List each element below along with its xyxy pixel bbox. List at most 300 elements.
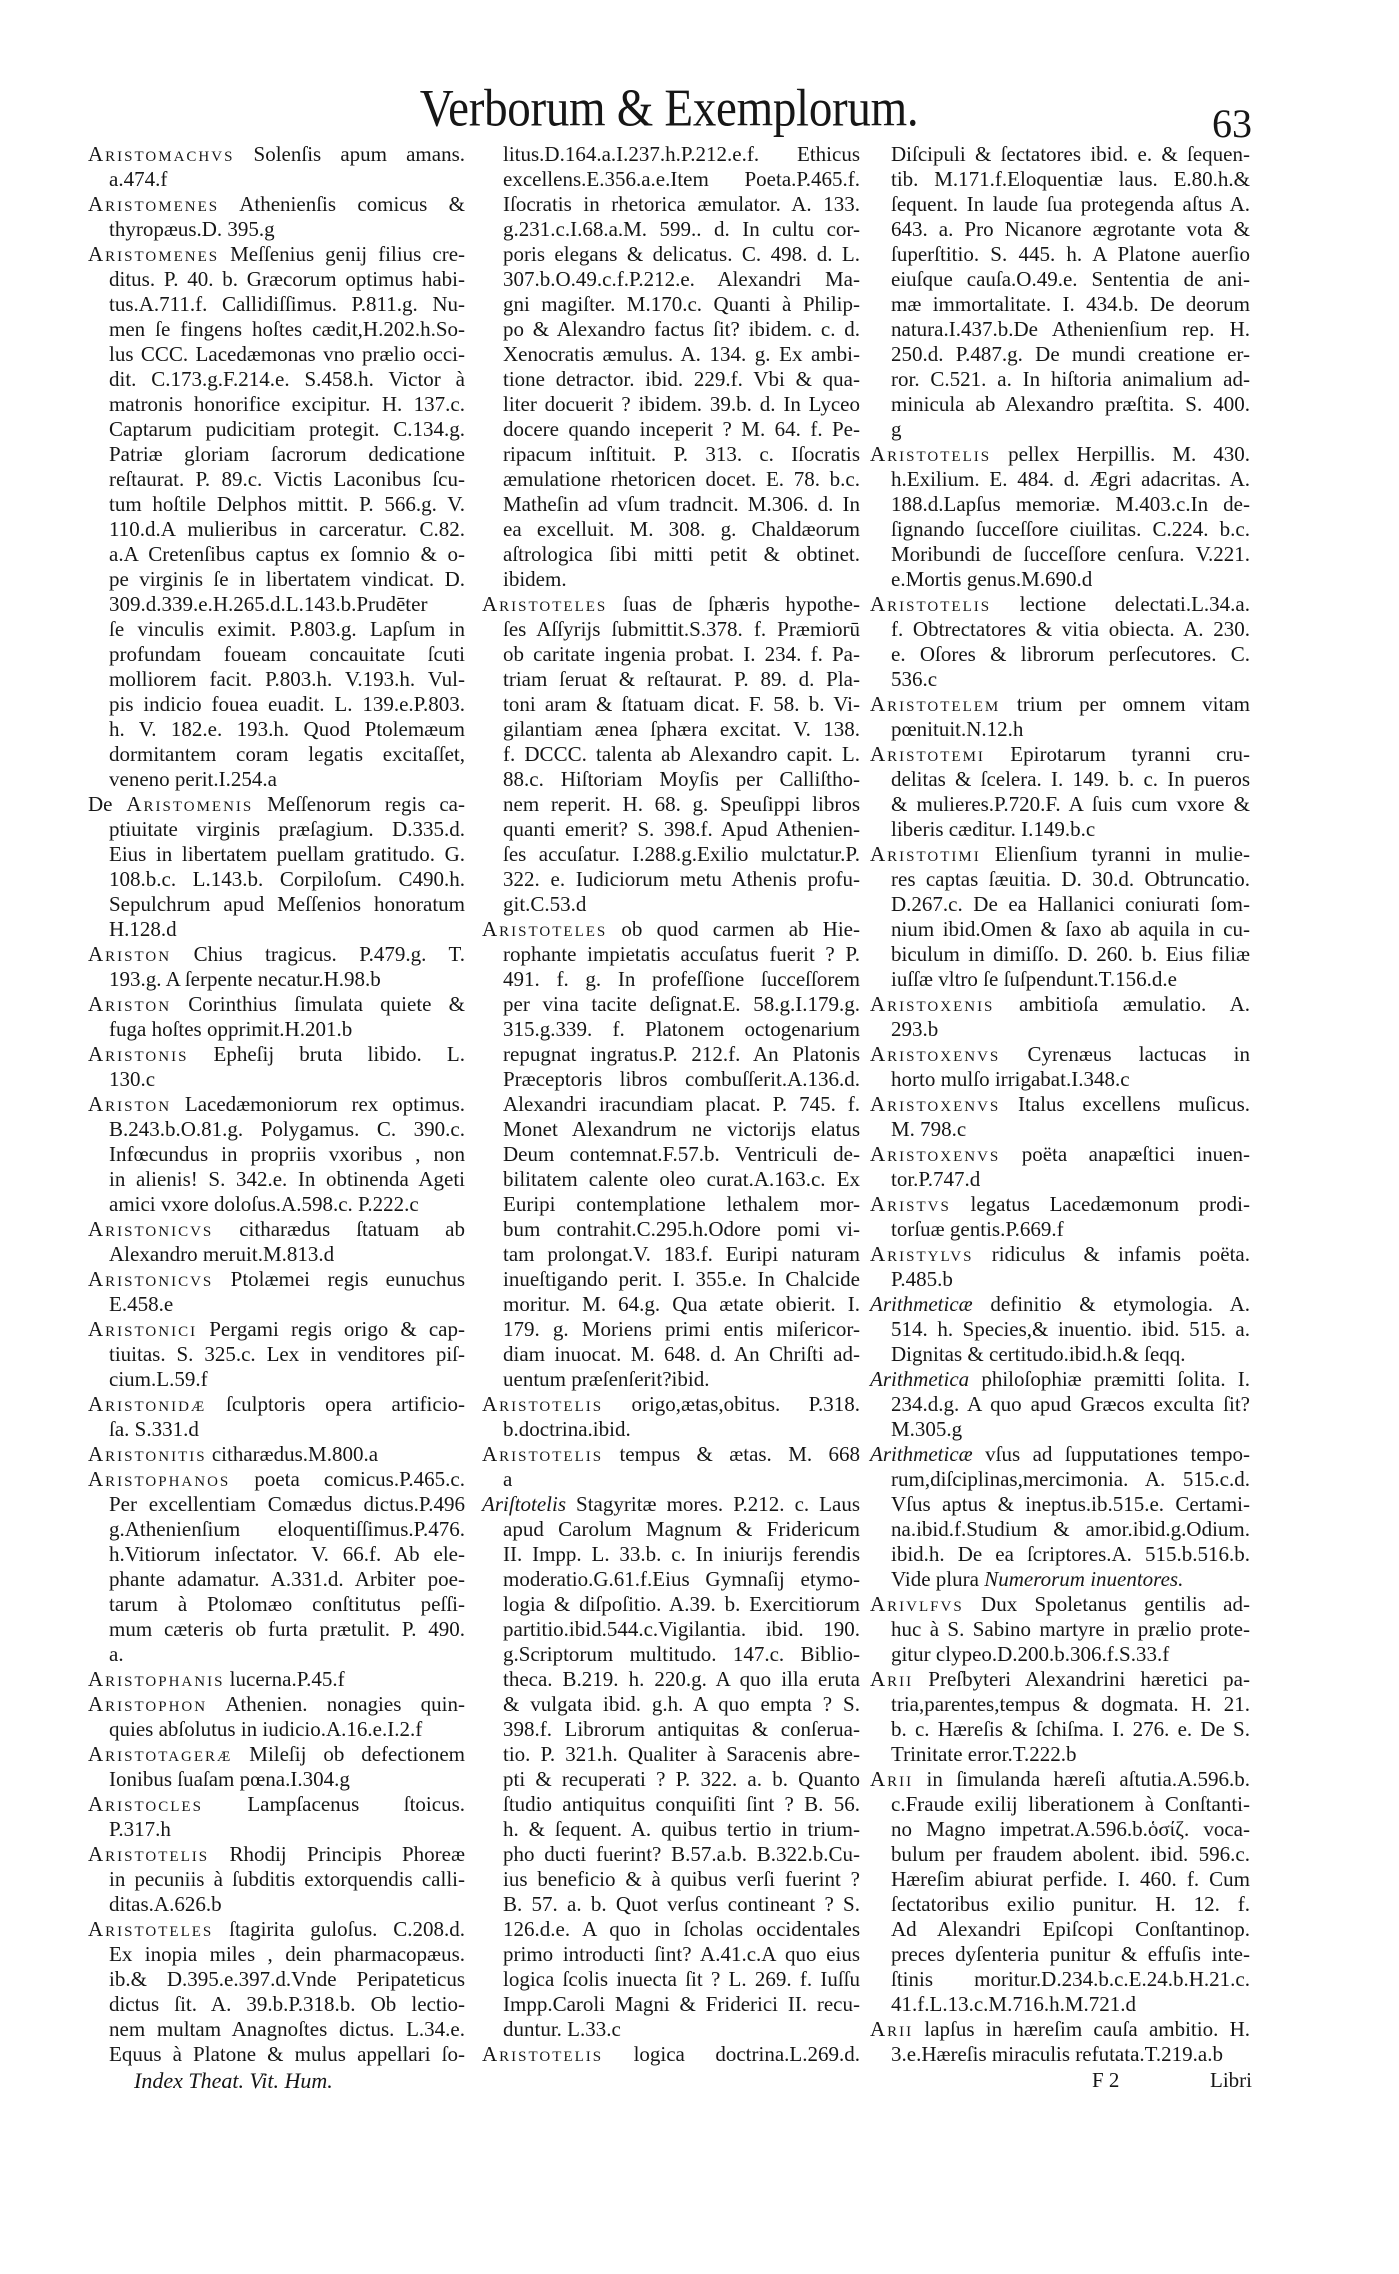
line-text: 188.d.Lapſus memoriæ. M.403.c.In de- <box>891 492 1250 516</box>
index-line <box>870 1442 1250 1467</box>
line-text: poëta anapæſtici inuen- <box>1021 1142 1250 1166</box>
index-line <box>482 1517 860 1542</box>
headword: ARISTOMENES <box>88 242 220 266</box>
index-line <box>482 1942 860 1967</box>
index-line <box>88 892 465 917</box>
index-line <box>88 592 465 617</box>
line-text: tus.A.711.f. Callidiſſimus. P.811.g. Nu- <box>109 292 465 316</box>
line-text: 234.d.g. A quo apud Græcos exculta ſit? <box>891 1392 1250 1416</box>
index-line <box>482 1842 860 1867</box>
index-line <box>88 417 465 442</box>
line-text: Alexandro meruit.M.813.d <box>109 1242 335 1266</box>
index-line <box>88 367 465 392</box>
line-text: B.243.b.O.81.g. Polygamus. C. 390.c. <box>109 1117 465 1141</box>
line-text: Impp.Caroli Magni & Friderici II. recu- <box>503 1992 860 2016</box>
line-text: H.128.d <box>109 917 177 941</box>
index-line <box>482 1717 860 1742</box>
line-text: ſtudio antiquitus conquiſiti ſint ? B. 56. <box>503 1792 860 1816</box>
line-text: g.231.c.I.68.a.M. 599.. d. In cultu cor- <box>503 217 860 241</box>
line-text: poeta comicus.P.465.c. <box>254 1467 465 1491</box>
line-text: bum contrahit.C.295.h.Odore pomi vi- <box>503 1217 860 1241</box>
line-text: apud Carolum Magnum & Fridericum <box>503 1517 860 1541</box>
index-entry <box>88 1267 465 1317</box>
index-entry <box>88 1667 465 1692</box>
line-text: ſa. S.331.d <box>109 1417 199 1441</box>
index-line <box>482 267 860 292</box>
headword: ARISTVS <box>870 1192 951 1216</box>
line-text: h. & ſequent. A. quibus tertio in trium- <box>503 1817 860 1841</box>
line-text: trium per omnem vitam <box>1016 692 1251 716</box>
line-text: Stagyritæ mores. P.212. c. Laus <box>576 1492 861 1516</box>
line-text: Deum contemnat.F.57.b. Ventriculi de- <box>503 1142 860 1166</box>
index-line <box>88 992 465 1017</box>
line-text: citharædus ſtatuam ab <box>239 1217 465 1241</box>
index-line <box>88 1342 465 1367</box>
line-text: Lampſacenus ſtoicus. <box>247 1792 465 1816</box>
index-entry <box>482 917 860 1392</box>
index-line <box>482 1892 860 1917</box>
index-line <box>88 142 465 167</box>
index-line <box>88 967 465 992</box>
index-line <box>870 242 1250 267</box>
headword: ARISTOMACHVS <box>88 142 235 166</box>
index-line <box>870 542 1250 567</box>
index-line <box>482 817 860 842</box>
headword: ARISTONIS <box>88 1042 189 1066</box>
index-line <box>88 1867 465 1892</box>
index-line <box>870 1392 1250 1417</box>
index-line <box>870 1092 1250 1117</box>
index-line <box>88 1467 465 1492</box>
line-text: & mulieres.P.720.F. A ſuis cum vxore & <box>891 792 1250 816</box>
line-text: ror. C.521. a. In hiſtoria animalium ad- <box>891 367 1250 391</box>
index-line <box>88 1892 465 1917</box>
headword: ARISTOTELIS <box>482 1392 604 1416</box>
line-text: logica ſcolis inuecta ſit ? L. 269. f. Iuſſu <box>503 1967 860 1991</box>
headword: ARISTOTELIS <box>482 2042 604 2066</box>
line-text: 130.c <box>109 1067 156 1091</box>
index-entry <box>88 1692 465 1742</box>
index-line <box>88 1117 465 1142</box>
line-text: quanti emerit? S. 398.f. Apud Athenien- <box>503 817 860 841</box>
index-line <box>870 192 1250 217</box>
line-text: Ptolæmei regis eunuchus <box>230 1267 465 1291</box>
line-text: litus.D.164.a.I.237.h.P.212.e.f. Ethicus <box>503 142 860 166</box>
line-text: g <box>891 417 902 441</box>
line-text: Diſcipuli & ſectatores ibid. e. & ſequen- <box>891 142 1250 166</box>
line-text: mæ immortalitate. I. 434.b. De deorum <box>891 292 1250 316</box>
index-line <box>870 317 1250 342</box>
line-text: phante adamatur. A.331.d. Arbiter poe- <box>109 1567 465 1591</box>
headword: ARISTONITIS <box>88 1442 207 1466</box>
index-line <box>870 1217 1250 1242</box>
index-line <box>870 2017 1250 2042</box>
index-line <box>870 967 1250 992</box>
index-entry <box>88 242 465 792</box>
index-line <box>870 867 1250 892</box>
index-line <box>870 292 1250 317</box>
index-line <box>88 1167 465 1192</box>
index-line <box>88 542 465 567</box>
index-line <box>88 867 465 892</box>
line-text: ſe vinculis eximit. P.803.g. Lapſum in <box>109 617 465 641</box>
index-line <box>88 1042 465 1067</box>
index-line <box>482 867 860 892</box>
line-text: M.305.g <box>891 1417 963 1441</box>
line-text: M. 798.c <box>891 1117 967 1141</box>
index-line <box>482 1917 860 1942</box>
index-entry <box>870 992 1250 1042</box>
index-line <box>88 692 465 717</box>
index-line <box>88 167 465 192</box>
line-text: 643. a. Pro Nicanore ægrotante vota & <box>891 217 1250 241</box>
index-entry <box>88 1742 465 1792</box>
index-line <box>482 467 860 492</box>
footer-title: Index Theat. Vit. Hum. <box>134 2068 333 2093</box>
line-text: 110.d.A mulieribus in carceratur. C.82. <box>109 517 465 541</box>
index-line <box>482 217 860 242</box>
line-text: ſes accuſatur. I.288.g.Exilio mulctatur.P. <box>503 842 860 866</box>
line-text: Trinitate error.T.222.b <box>891 1742 1077 1766</box>
index-line <box>870 1692 1250 1717</box>
index-entry <box>870 1042 1250 1092</box>
index-line <box>870 342 1250 367</box>
line-text: origo,ætas,obitus. P.318. <box>631 1392 860 1416</box>
line-text: ſculptoris opera artificio- <box>226 1392 466 1416</box>
line-text: f. DCCC. talenta ab Alexandro capit. L. <box>503 742 860 766</box>
index-line <box>88 1592 465 1617</box>
headword: ARISTOTELIS <box>482 1442 604 1466</box>
entry-prefix: De <box>88 792 113 816</box>
index-line <box>482 1317 860 1342</box>
line-text: dictus ſit. A. 39.b.P.318.b. Ob lectio- <box>109 1992 465 2016</box>
line-text: tempus & ætas. M. 668 <box>619 1442 860 1466</box>
index-line <box>482 1592 860 1617</box>
index-line <box>870 1617 1250 1642</box>
headword: ARII <box>870 2017 914 2041</box>
index-line <box>870 217 1250 242</box>
line-text: a <box>503 1467 513 1491</box>
index-line <box>870 1117 1250 1142</box>
index-line <box>482 542 860 567</box>
index-entry <box>88 1842 465 1917</box>
line-text: per vina tacite deſignat.E. 58.g.I.179.g. <box>503 992 860 1016</box>
index-entry <box>88 1792 465 1842</box>
line-text: 315.g.339. f. Platonem octogenarium <box>503 1017 860 1041</box>
line-text: Infœcundus in propriis vxoribus , non <box>109 1142 465 1166</box>
line-text: c.Fraude exilij liberationem à Conſtanti- <box>891 1792 1250 1816</box>
index-entry <box>870 1667 1250 1767</box>
index-line <box>870 592 1250 617</box>
line-text: in pecuniis à ſubditis extorquendis calli- <box>109 1867 465 1891</box>
index-line <box>870 1342 1250 1367</box>
line-text: liter docuerit ? ibidem. 39.b. d. In Lyceo <box>503 392 860 416</box>
index-line <box>88 342 465 367</box>
index-line <box>870 1717 1250 1742</box>
line-text: preces dyſenteria punitur & effuſis inte- <box>891 1942 1250 1966</box>
index-line <box>870 1517 1250 1542</box>
index-line <box>88 242 465 267</box>
index-line <box>88 1567 465 1592</box>
line-text: logica doctrina.L.269.d. <box>633 2042 860 2066</box>
index-line <box>88 1367 465 1392</box>
index-line <box>482 417 860 442</box>
line-text: 491. f. g. In profeſſione ſucceſſorem <box>503 967 860 991</box>
index-column-middle <box>482 142 860 2067</box>
index-entry <box>88 142 465 192</box>
line-text: b.doctrina.ibid. <box>503 1417 631 1441</box>
index-line <box>88 1317 465 1342</box>
line-text: lus CCC. Lacedæmonas vno prælio occi- <box>109 342 465 366</box>
index-entry <box>870 1292 1250 1367</box>
line-text: bulum per fraudem abolent. ibid. 596.c. <box>891 1842 1250 1866</box>
line-text: vſus ad ſupputationes tempo- <box>985 1442 1250 1466</box>
line-text: eiuſque cauſa.O.49.e. Sententia de ani- <box>891 267 1250 291</box>
index-line <box>88 1292 465 1317</box>
index-line <box>482 717 860 742</box>
line-text: ob quod carmen ab Hie- <box>621 917 860 941</box>
line-text: Monet Alexandrum ne victorijs elatus <box>503 1117 860 1141</box>
index-line <box>88 292 465 317</box>
line-text: Meſſenorum regis ca- <box>267 792 465 816</box>
line-text: tio. P. 321.h. Qualiter à Saracenis abre- <box>503 1742 860 1766</box>
index-line <box>88 217 465 242</box>
line-text: repugnat ingratus.P. 212.f. An Platonis <box>503 1042 860 1066</box>
line-text: ſignando ſucceſſore ciuilitas. C.224. b.c. <box>891 517 1250 541</box>
index-line <box>870 1417 1250 1442</box>
index-line <box>88 1392 465 1417</box>
line-text: ibid.h. De ea ſcriptores.A. 515.b.516.b. <box>891 1542 1250 1566</box>
headword: ARISTONIDÆ <box>88 1392 207 1416</box>
line-text: P.317.h <box>109 1817 171 1841</box>
headword: ARISTOMENIS <box>126 792 254 816</box>
index-line <box>88 517 465 542</box>
index-line <box>482 1392 860 1417</box>
index-line <box>870 492 1250 517</box>
index-line <box>870 517 1250 542</box>
line-text: philoſophiæ præmitti ſolita. I. <box>981 1367 1251 1391</box>
index-line <box>88 642 465 667</box>
signature-mark: F 2 <box>1092 2068 1120 2092</box>
index-line <box>870 1642 1250 1667</box>
index-line <box>88 1067 465 1092</box>
headword: ARISTOTELEM <box>870 692 1001 716</box>
line-text: mum cæteris ob furta prætulit. P. 490. <box>109 1617 465 1641</box>
index-line <box>482 617 860 642</box>
line-text: biculum in dimiſſo. D. 260. b. Eius filiæ <box>891 942 1250 966</box>
index-line <box>482 1992 860 2017</box>
line-text: bilitatem calente oleo curat.A.163.c. Ex <box>503 1167 860 1191</box>
index-entry <box>870 692 1250 742</box>
line-text: pœnituit.N.12.h <box>891 717 1024 741</box>
index-line <box>482 1242 860 1267</box>
index-line <box>482 1042 860 1067</box>
index-line <box>88 1217 465 1242</box>
index-line <box>88 1842 465 1867</box>
line-text: git.C.53.d <box>503 892 587 916</box>
index-line <box>482 192 860 217</box>
index-line <box>482 1467 860 1492</box>
index-line <box>88 1242 465 1267</box>
index-line <box>482 1092 860 1117</box>
line-text: theca. B.219. h. 220.g. A quo illa eruta <box>503 1667 860 1691</box>
index-line <box>482 1567 860 1592</box>
index-line <box>88 2017 465 2042</box>
line-text: & vulgata ibid. g.h. A quo empta ? S. <box>503 1692 860 1716</box>
headword: ARISTOCLES <box>88 1792 203 1816</box>
line-text: 179. g. Moriens primi entis miſericor- <box>503 1317 860 1341</box>
line-text: Ad Alexandri Epiſcopi Conſtantinop. <box>891 1917 1250 1941</box>
index-line <box>870 1592 1250 1617</box>
index-line <box>870 992 1250 1017</box>
line-text: liberis cæditur. I.149.b.c <box>891 817 1096 841</box>
line-text: tione detractor. ibid. 229.f. Vbi & qua- <box>503 367 860 391</box>
index-line <box>88 1967 465 1992</box>
index-line <box>870 1892 1250 1917</box>
line-text: ditas.A.626.b <box>109 1892 222 1916</box>
line-text: fuga hoſtes opprimit.H.201.b <box>109 1017 353 1041</box>
index-line <box>482 592 860 617</box>
index-line <box>88 492 465 517</box>
line-text: Meſſenius genij filius cre- <box>230 242 466 266</box>
line-text: a. <box>109 1642 124 1666</box>
line-text: nium ibid.Omen & ſaxo ab aquila in cu- <box>891 917 1250 941</box>
line-text: E.458.e <box>109 1292 174 1316</box>
line-text: gni magiſter. M.170.c. Quanti à Philip- <box>503 292 860 316</box>
line-text: B. 57. a. b. Quot verſus contineant ? S. <box>503 1892 860 1916</box>
catchword: Libri <box>1210 2068 1252 2092</box>
index-entry <box>870 1592 1250 1667</box>
index-line <box>88 1792 465 1817</box>
index-line <box>88 1442 465 1467</box>
line-text: Ex inopia miles , dein pharmacopæus. <box>109 1942 465 1966</box>
index-line <box>88 2042 465 2067</box>
index-line <box>88 1092 465 1117</box>
headword: ARII <box>870 1767 914 1791</box>
line-text: 250.d. P.487.g. De mundi creatione er- <box>891 342 1250 366</box>
line-text: tor.P.747.d <box>891 1167 981 1191</box>
index-line <box>482 392 860 417</box>
index-line <box>482 2017 860 2042</box>
line-text: 309.d.339.e.H.265.d.L.143.b.Prudēter <box>109 592 428 616</box>
index-line <box>870 617 1250 642</box>
index-line <box>482 242 860 267</box>
headword: ARISTOTAGERÆ <box>88 1742 233 1766</box>
index-entry <box>482 142 860 592</box>
index-line <box>88 392 465 417</box>
index-entry <box>482 1442 860 1492</box>
index-line <box>88 192 465 217</box>
index-line <box>482 2042 860 2067</box>
line-text: ſtinis moritur.D.234.b.c.E.24.b.H.21.c. <box>891 1967 1250 1991</box>
line-text: ripacum inſtituit. P. 313. c. Iſocratis <box>503 442 860 466</box>
headword: ARISTYLVS <box>870 1242 974 1266</box>
headword: Arithmeticæ <box>870 1292 973 1316</box>
line-text: dit. C.173.g.F.214.e. S.458.h. Victor à <box>109 367 465 391</box>
line-text: nem reperit. H. 68. g. Speuſippi libros <box>503 792 860 816</box>
index-line <box>482 1367 860 1392</box>
index-line <box>482 1067 860 1092</box>
line-text: cium.L.59.f <box>109 1367 208 1391</box>
line-text: inueſtigando perit. I. 355.e. In Chalcide <box>503 1267 860 1291</box>
line-text: Iſocratis in rhetorica æmulator. A. 133. <box>503 192 860 216</box>
line-text: profundam foueam concauitate ſcuti <box>109 642 465 666</box>
index-line <box>870 142 1250 167</box>
headword: ARISTOTEMI <box>870 742 985 766</box>
index-line <box>88 742 465 767</box>
headword: ARISTOPHON <box>88 1692 208 1716</box>
index-line <box>88 1817 465 1842</box>
index-line <box>482 567 860 592</box>
line-text: a.474.f <box>109 167 168 191</box>
index-line <box>482 517 860 542</box>
line-text: æmulatione rhetoricen docet. E. 78. b.c. <box>503 467 860 491</box>
line-text: Lacedæmoniorum rex optimus. <box>184 1092 465 1116</box>
line-text: pe virginis ſe in libertatem vindicat. D. <box>109 567 465 591</box>
index-line <box>88 1617 465 1642</box>
line-text: lucerna.P.45.f <box>229 1667 345 1691</box>
line-text: e.Mortis genus.M.690.d <box>891 567 1093 591</box>
index-line <box>482 1817 860 1842</box>
index-entry <box>870 742 1250 842</box>
index-line <box>482 167 860 192</box>
headword: ARISTONICI <box>88 1317 198 1341</box>
line-text: 126.d.e. A quo in ſcholas occidentales <box>503 1917 860 1941</box>
line-text: Xenocratis æmulus. A. 134. g. Ex ambi- <box>503 342 860 366</box>
line-text: Corinthius ſimulata quiete & <box>188 992 466 1016</box>
index-line <box>482 667 860 692</box>
index-entry <box>870 1192 1250 1242</box>
index-line <box>482 367 860 392</box>
index-entry <box>88 1217 465 1267</box>
line-text: lapſus in hæreſim cauſa ambitio. H. <box>924 2017 1250 2041</box>
line-text: h.Exilium. E. 484. d. Ægri adacritas. A. <box>891 467 1250 491</box>
line-text: Moribundi de ſucceſſore cenſura. V.221. <box>891 542 1250 566</box>
line-text: Chius tragicus. P.479.g. T. <box>193 942 465 966</box>
line-text: ridiculus & infamis poëta. <box>991 1242 1251 1266</box>
index-entry <box>88 1917 465 2067</box>
line-text: Matheſin ad vſum tradncit. M.306. d. In <box>503 492 860 516</box>
line-text: huc à S. Sabino martyre in prælio prote- <box>891 1617 1250 1641</box>
line-text: duntur. L.33.c <box>503 2017 621 2041</box>
line-text: Epheſij bruta libido. L. <box>213 1042 465 1066</box>
line-text: Per excellentiam Comædus dictus.P.496 <box>109 1492 465 1516</box>
line-text: b. c. Hæreſis & ſchiſma. I. 276. e. De S. <box>891 1717 1250 1741</box>
index-line <box>88 1767 465 1792</box>
headword: ARISTOTELES <box>88 1917 214 1941</box>
line-text: aſtrologica ſibi mitti petit & obtinet. <box>503 542 860 566</box>
index-line <box>870 567 1250 592</box>
index-line <box>870 1167 1250 1192</box>
line-text: Patriæ gloriam ſacrorum dedicatione <box>109 442 465 466</box>
index-line <box>88 1017 465 1042</box>
line-text: ibidem. <box>503 567 567 591</box>
line-text: ius beneficio & à quibus verſi fuerint ? <box>503 1867 860 1891</box>
line-text: men ſe fingens hoſtes cædit,H.202.h.So- <box>109 317 465 341</box>
index-line <box>88 1992 465 2017</box>
line-text: Preſbyteri Alexandrini hæretici pa- <box>928 1667 1251 1691</box>
index-line <box>870 667 1250 692</box>
line-text: Elienſium tyranni in mulie- <box>994 842 1250 866</box>
line-text: a.A Cretenſibus captus ex ſomnio & o- <box>109 542 465 566</box>
line-text: Alexandri iracundiam placat. P. 745. f. <box>503 1092 860 1116</box>
headword: Ariſtotelis <box>482 1492 566 1516</box>
line-text: molliorem facit. P.803.h. V.193.h. Vul- <box>109 667 465 691</box>
index-line <box>870 392 1250 417</box>
line-text: quies abſolutus in iudicio.A.16.e.I.2.f <box>109 1717 423 1741</box>
line-text: logia & diſpoſitio. A.39. b. Exercitiorum <box>503 1592 860 1616</box>
line-text: 88.c. Hiſtoriam Moyſis per Calliſtho- <box>503 767 860 791</box>
